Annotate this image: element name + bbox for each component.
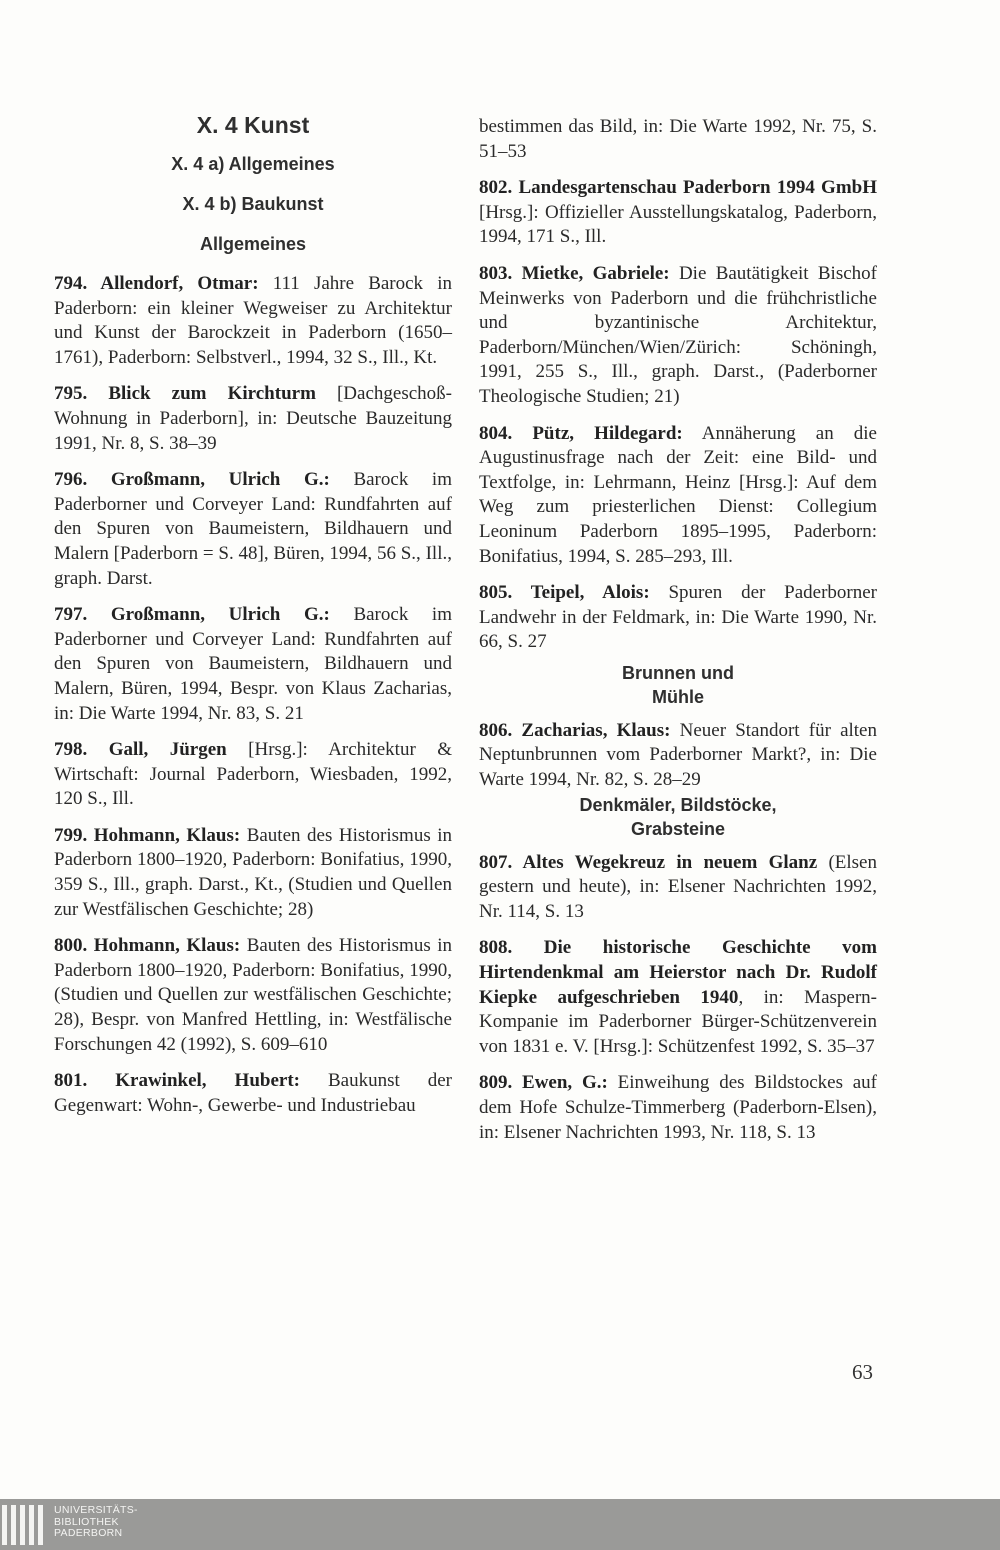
entry-author: 794. Allendorf, Otmar: <box>54 273 259 294</box>
entry-796 <box>54 468 452 591</box>
entry-author: 797. Großmann, Ulrich G.: <box>54 604 330 626</box>
library-footer-bar <box>0 1499 1000 1550</box>
entry-809 <box>479 1071 877 1145</box>
entry-807 <box>479 851 877 925</box>
subheading-line: Denkmäler, Bildstöcke, <box>579 794 777 815</box>
entry-text: , in: Maspern-Kompanie im Paderborner Bürger-Schützenverein von 1831 e. V. [Hrsg.]: Schützenfest 1992, S. 35–37 <box>479 986 877 1057</box>
entry-author: 796. Großmann, Ulrich G.: <box>54 469 330 491</box>
entry-author: 795. Blick zum Kirchturm <box>54 383 316 405</box>
subheading-line: Grabsteine <box>630 818 726 839</box>
entry-author: 809. Ewen, G.: <box>479 1072 608 1094</box>
entry-author: 805. Teipel, Alois: <box>479 582 650 604</box>
entry-text: bestimmen das Bild, in: Die Warte 1992, Nr. 75, S. 51–53 <box>479 116 877 162</box>
entry-text: (Elsen gestern und heute), in: Elsener Nachrichten 1992, Nr. 114, S. 13 <box>479 851 877 922</box>
subheading-line: Mühle <box>652 686 704 707</box>
entry-802 <box>479 176 877 250</box>
entry-text: Die Bautätigkeit Bischof Meinwerks von Paderborn und die frühchristliche und byzantinische Architektur, Paderborn/München/Wien/Zürich: Schöningh, 1991, 255 S., Ill., graph. Darst., (Paderborner Theologische Studien; 21) <box>479 262 877 407</box>
entry-text: 111 Jahre Barock in Paderborn: ein kleiner Wegweiser zu Architektur und Kunst der Barockzeit in Paderborn (1650–1761), Paderborn: Selbstverl., 1994, 32 S., Ill., Kt. <box>54 273 452 368</box>
entry-804 <box>479 422 877 570</box>
entry-author: 802. Landesgartenschau Paderborn 1994 GmbH <box>479 177 877 199</box>
entry-author: 798. Gall, Jürgen <box>54 739 227 761</box>
entry-text: Neuer Standort für alten Neptunbrunnen vom Paderborner Markt?, in: Die Warte 1994, Nr. 82, S. 28–29 <box>479 719 877 791</box>
entry-799 <box>54 824 452 922</box>
entry-801-continued <box>479 115 877 164</box>
library-name-line: PADERBORN <box>54 1527 123 1539</box>
entry-text: [Dachgeschoß-Wohnung in Paderborn], in: Deutsche Bauzeitung 1991, Nr. 8, S. 38–39 <box>54 383 452 454</box>
subheading-line: Brunnen und <box>622 662 734 683</box>
library-logo-icon <box>2 1505 46 1545</box>
entry-text: Annäherung an die Augustinusfrage nach der Zeit: eine Bild- und Textfolge, in: Lehrmann, Heinz [Hrsg.]: Auf dem Weg zum priesterlichen Dienst: Collegium Leoninum Paderborn 1895–1995, Paderborn: Bonifatius, 1994, S. 285–293, Ill. <box>479 422 877 567</box>
entry-801 <box>54 1069 452 1118</box>
entry-text: Spuren der Paderborner Landwehr in der Feldmark, in: Die Warte 1990, Nr. 66, S. 27 <box>479 582 877 653</box>
subheading-allgemeines: Allgemeines <box>199 234 307 254</box>
library-name-line: UNIVERSITÄTS- <box>54 1504 138 1516</box>
right-column <box>479 115 877 1157</box>
entry-author: 801. Krawinkel, Hubert: <box>54 1070 300 1092</box>
library-name <box>54 1505 138 1540</box>
entry-798 <box>54 738 452 812</box>
entry-806 <box>479 719 877 793</box>
subsection-heading-allgemeines: X. 4 a) Allgemeines <box>171 154 335 174</box>
library-name-line: BIBLIOTHEK <box>54 1515 119 1528</box>
entry-808 <box>479 936 877 1059</box>
entry-text: [Hrsg.]: Architektur & Wirtschaft: Journal Paderborn, Wiesbaden, 1992, 120 S., Ill. <box>54 739 452 810</box>
page-number: 63 <box>852 1360 873 1384</box>
entry-author: 800. Hohmann, Klaus: <box>54 935 241 957</box>
entry-text: Einweihung des Bildstockes auf dem Hofe Schulze-Timmerberg (Paderborn-Elsen), in: Elsener Nachrichten 1993, Nr. 118, S. 13 <box>479 1072 877 1143</box>
entry-text: [Hrsg.]: Offizieller Ausstellungskatalog, Paderborn, 1994, 171 S., Ill. <box>479 201 877 248</box>
entry-author: 803. Mietke, Gabriele: <box>479 262 670 284</box>
left-column <box>54 110 452 1130</box>
entry-text: Barock im Paderborner und Corveyer Land: Rundfahrten auf den Spuren von Baumeistern, Bildhauern und Malern, Büren, 1994, Bespr. von Klaus Zacharias, in: Die Warte 1994, Nr. 83, S. 21 <box>54 604 452 724</box>
subsection-heading-baukunst: X. 4 b) Baukunst <box>182 194 324 214</box>
entry-text: Bauten des Historismus in Paderborn 1800–1920, Paderborn: Bonifatius, 1990, 359 S., Ill., graph. Darst., Kt., (Studien und Quellen zur Westfälischen Geschichte; 28) <box>54 824 452 920</box>
entry-author: 807. Altes Wegekreuz in neuem Glanz <box>479 851 818 873</box>
section-heading-kunst: X. 4 Kunst <box>196 112 310 138</box>
entry-author: 806. Zacharias, Klaus: <box>479 719 671 741</box>
entry-795 <box>54 382 452 456</box>
entry-text: Baukunst der Gegenwart: Wohn-, Gewerbe- und Industriebau <box>54 1070 452 1116</box>
entry-805 <box>479 581 877 655</box>
subheading-denkmaeler <box>479 793 877 841</box>
entry-797 <box>54 603 452 726</box>
entry-author: 808. Die historische Geschichte vom Hirtendenkmal am Heierstor nach Dr. Rudolf Kiepke aufgeschrieben 1940 <box>479 937 877 1008</box>
entry-author: 804. Pütz, Hildegard: <box>479 422 683 444</box>
entry-author: 799. Hohmann, Klaus: <box>54 824 241 846</box>
entry-text: Barock im Paderborner und Corveyer Land: Rundfahrten auf den Spuren von Baumeistern, Bildhauern und Malern [Paderborn = S. 48], Büren, 1994, 56 S., Ill., graph. Darst. <box>54 469 452 589</box>
entry-803 <box>479 262 877 410</box>
entry-text: Bauten des Historismus in Paderborn 1800–1920, Paderborn: Bonifatius, 1990, (Studien und Quellen zur westfälischen Geschichte; 28), Bespr. von Manfred Hettling, in: Westfälische Forschungen 42 (1992), S. 609–610 <box>54 935 452 1055</box>
entry-794 <box>54 272 452 370</box>
entry-800 <box>54 934 452 1057</box>
subheading-brunnen <box>479 661 877 709</box>
